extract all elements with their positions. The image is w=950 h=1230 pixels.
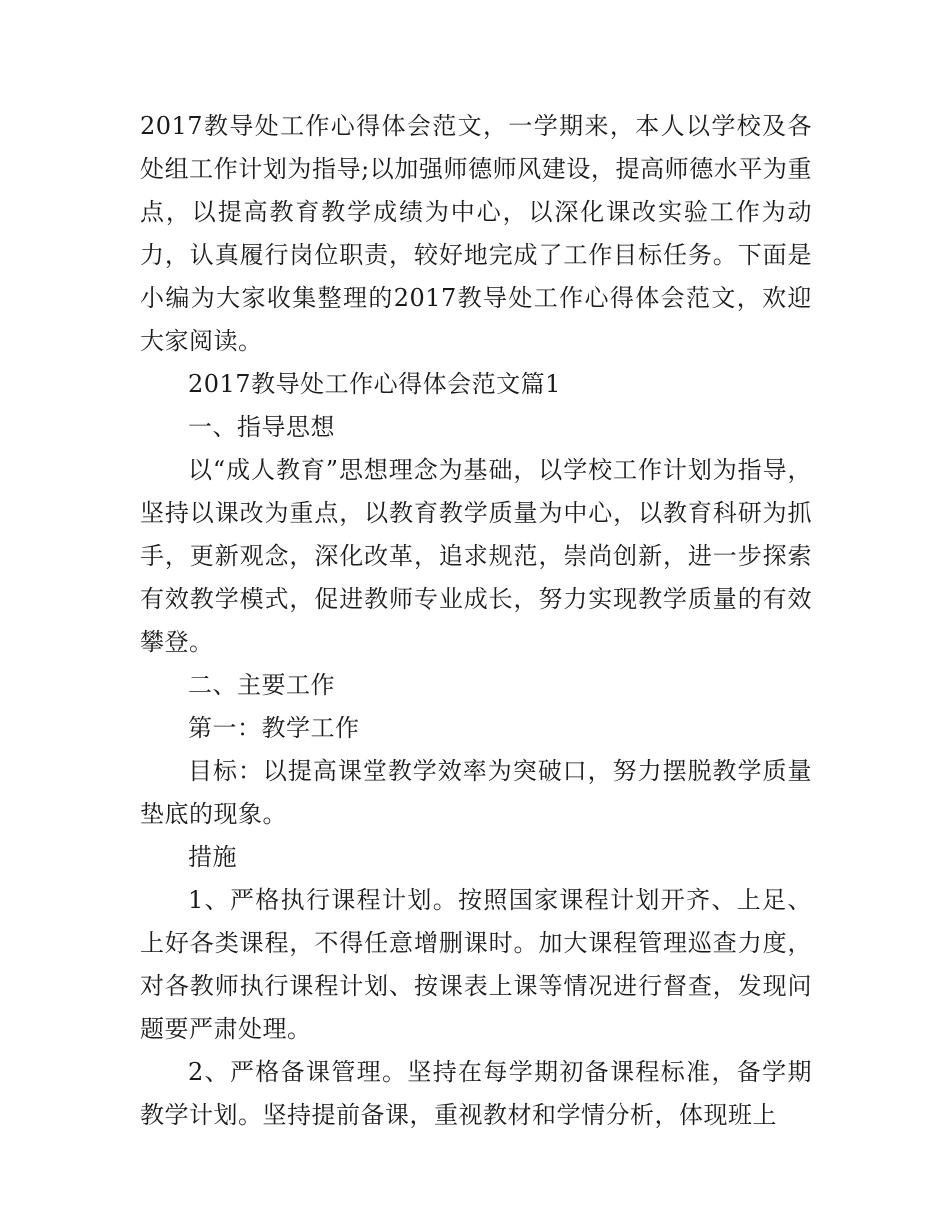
measures-heading: 措施 <box>188 843 237 871</box>
section-heading-guiding-thought: 一、指导思想 <box>188 413 335 441</box>
goal-paragraph: 目标：以提高课堂教学效率为突破口，努力摆脱教学质量垫底的现象。 <box>140 757 812 828</box>
document-body <box>140 105 812 1137</box>
intro-paragraph: 2017教导处工作心得体会范文，一学期来，本人以学校及各处组工作计划为指导;以加强师德师风建设，提高师德水平为重点，以提高教育教学成绩为中心，以深化课改实验工作为动力，认真履行岗位职责，较好地完成了工作目标任务。下面是小编为大家收集整理的2017教导处工作心得体会范文，欢迎大家阅读。 <box>140 112 812 355</box>
guiding-thought-paragraph: 以“成人教育”思想理念为基础，以学校工作计划为指导，坚持以课改为重点，以教育教学质量为中心，以教育科研为抓手，更新观念，深化改革，追求规范，崇尚创新，进一步探索有效教学模式，促进教师专业成长，努力实现教学质量的有效攀登。 <box>140 456 812 656</box>
measure-item-2: 2、严格备课管理。坚持在每学期初备课程标准，备学期教学计划。坚持提前备课，重视教材和学情分析，体现班上 <box>140 1058 812 1129</box>
subsection-heading-teaching-work: 第一：教学工作 <box>188 714 360 742</box>
article-heading: 2017教导处工作心得体会范文篇1 <box>188 370 561 398</box>
measure-item-1: 1、严格执行课程计划。按照国家课程计划开齐、上足、上好各类课程，不得任意增删课时。加大课程管理巡查力度，对各教师执行课程计划、按课表上课等情况进行督查，发现问题要严肃处理。 <box>140 886 812 1043</box>
section-heading-main-work: 二、主要工作 <box>188 671 335 699</box>
